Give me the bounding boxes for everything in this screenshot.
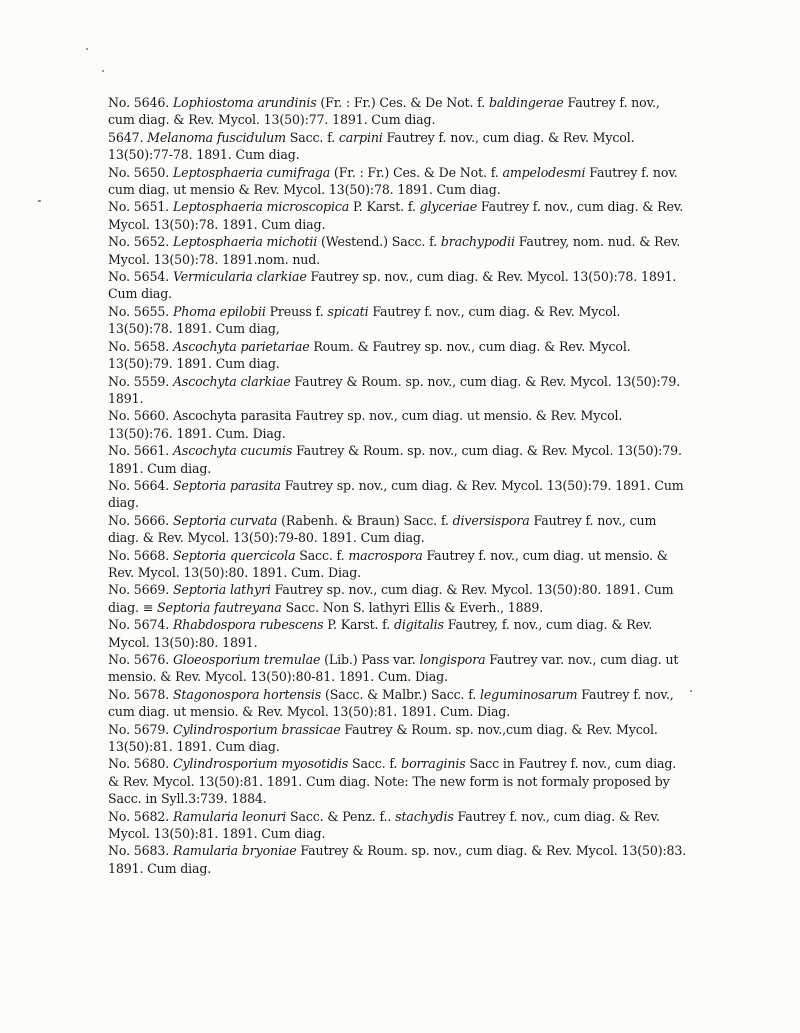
scan-speck <box>38 200 41 202</box>
list-entry: No. 5668. Septoria quercicola Sacc. f. macrospora Fautrey f. nov., cum diag. ut mensio. & Rev. Mycol. 13(50):80. 1891. Cum. Diag. <box>108 547 668 580</box>
scan-speck <box>102 70 104 72</box>
list-entry: No. 5679. Cylindrosporium brassicae Fautrey & Roum. sp. nov.,cum diag. & Rev. Mycol. 13(50):81. 1891. Cum diag. <box>108 721 658 755</box>
scan-speck <box>86 48 88 50</box>
list-entry: No. 5654. Vermicularia clarkiae Fautrey sp. nov., cum diag. & Rev. Mycol. 13(50):78. 1891. Cum diag. <box>108 269 677 302</box>
list-entry: No. 5652. Leptosphaeria michotii (Westend.) Sacc. f. brachypodii Fautrey, nom. nud. & Rev. Mycol. 13(50):78. 1891.nom. nud. <box>108 234 681 267</box>
list-entry: No. 5658. Ascochyta parietariae Roum. & Fautrey sp. nov., cum diag. & Rev. Mycol. 13(50):79. 1891. Cum diag. <box>108 338 631 372</box>
list-entry: No. 5666. Septoria curvata (Rabenh. & Braun) Sacc. f. diversispora Fautrey f. nov., cum diag. & Rev. Mycol. 13(50):79-80. 1891. Cum diag. <box>108 512 657 546</box>
list-entry: 5647. Melanoma fuscidulum Sacc. f. carpini Fautrey f. nov., cum diag. & Rev. Mycol. 13(50):77-78. 1891. Cum diag. <box>108 129 635 163</box>
list-entry: No. 5680. Cylindrosporium myosotidis Sacc. f. borraginis Sacc in Fautrey f. nov., cum diag. & Rev. Mycol. 13(50):81. 1891. Cum diag. Note: The new form is not formaly proposed by Sacc. in Syll.3:739. 1884. <box>108 756 677 807</box>
list-entry: No. 5669. Septoria lathyri Fautrey sp. nov., cum diag. & Rev. Mycol. 13(50):80. 1891. Cum diag. ≡ Septoria fautreyana Sacc. Non S. lathyri Ellis & Everh., 1889. <box>108 582 674 615</box>
list-entry: No. 5683. Ramularia bryoniae Fautrey & Roum. sp. nov., cum diag. & Rev. Mycol. 13(50):83. 1891. Cum diag. <box>108 843 687 876</box>
scan-speck <box>690 690 692 692</box>
list-entry: No. 5650. Leptosphaeria cumifraga (Fr. : Fr.) Ces. & De Not. f. ampelodesmi Fautrey f. nov. cum diag. ut mensio & Rev. Mycol. 13(50):78. 1891. Cum diag. <box>108 164 678 198</box>
list-entry: No. 5646. Lophiostoma arundinis (Fr. : Fr.) Ces. & De Not. f. baldingerae Fautrey f. nov., cum diag. & Rev. Mycol. 13(50):77. 1891. Cum diag. <box>108 95 660 128</box>
list-entry: No. 5660. Ascochyta parasita Fautrey sp. nov., cum diag. ut mensio. & Rev. Mycol. 13(50):76. 1891. Cum. Diag. <box>108 408 623 441</box>
list-entry: No. 5664. Septoria parasita Fautrey sp. nov., cum diag. & Rev. Mycol. 13(50):79. 1891. Cum diag. <box>108 477 684 511</box>
list-entry: No. 5651. Leptosphaeria microscopica P. Karst. f. glyceriae Fautrey f. nov., cum diag. & Rev. Mycol. 13(50):78. 1891. Cum diag. <box>108 199 684 232</box>
list-entry: No. 5674. Rhabdospora rubescens P. Karst. f. digitalis Fautrey, f. nov., cum diag. & Rev. Mycol. 13(50):80. 1891. <box>108 617 653 650</box>
list-entry: No. 5559. Ascochyta clarkiae Fautrey & Roum. sp. nov., cum diag. & Rev. Mycol. 13(50):79. 1891. <box>108 373 681 406</box>
list-entry: No. 5678. Stagonospora hortensis (Sacc. & Malbr.) Sacc. f. leguminosarum Fautrey f. nov., cum diag. ut mensio. & Rev. Mycol. 13(50):81. 1891. Cum. Diag. <box>108 686 674 720</box>
list-entry: No. 5676. Gloeosporium tremulae (Lib.) Pass var. longispora Fautrey var. nov., cum diag. ut mensio. & Rev. Mycol. 13(50):80-81. 1891. Cum. Diag. <box>108 652 679 685</box>
list-entry: No. 5682. Ramularia leonuri Sacc. & Penz. f.. stachydis Fautrey f. nov., cum diag. & Rev. Mycol. 13(50):81. 1891. Cum diag. <box>108 808 660 842</box>
list-entry: No. 5661. Ascochyta cucumis Fautrey & Roum. sp. nov., cum diag. & Rev. Mycol. 13(50):79. 1891. Cum diag. <box>108 443 682 476</box>
list-entry: No. 5655. Phoma epilobii Preuss f. spicati Fautrey f. nov., cum diag. & Rev. Mycol. 13(50):78. 1891. Cum diag, <box>108 303 621 337</box>
species-list <box>108 94 688 877</box>
